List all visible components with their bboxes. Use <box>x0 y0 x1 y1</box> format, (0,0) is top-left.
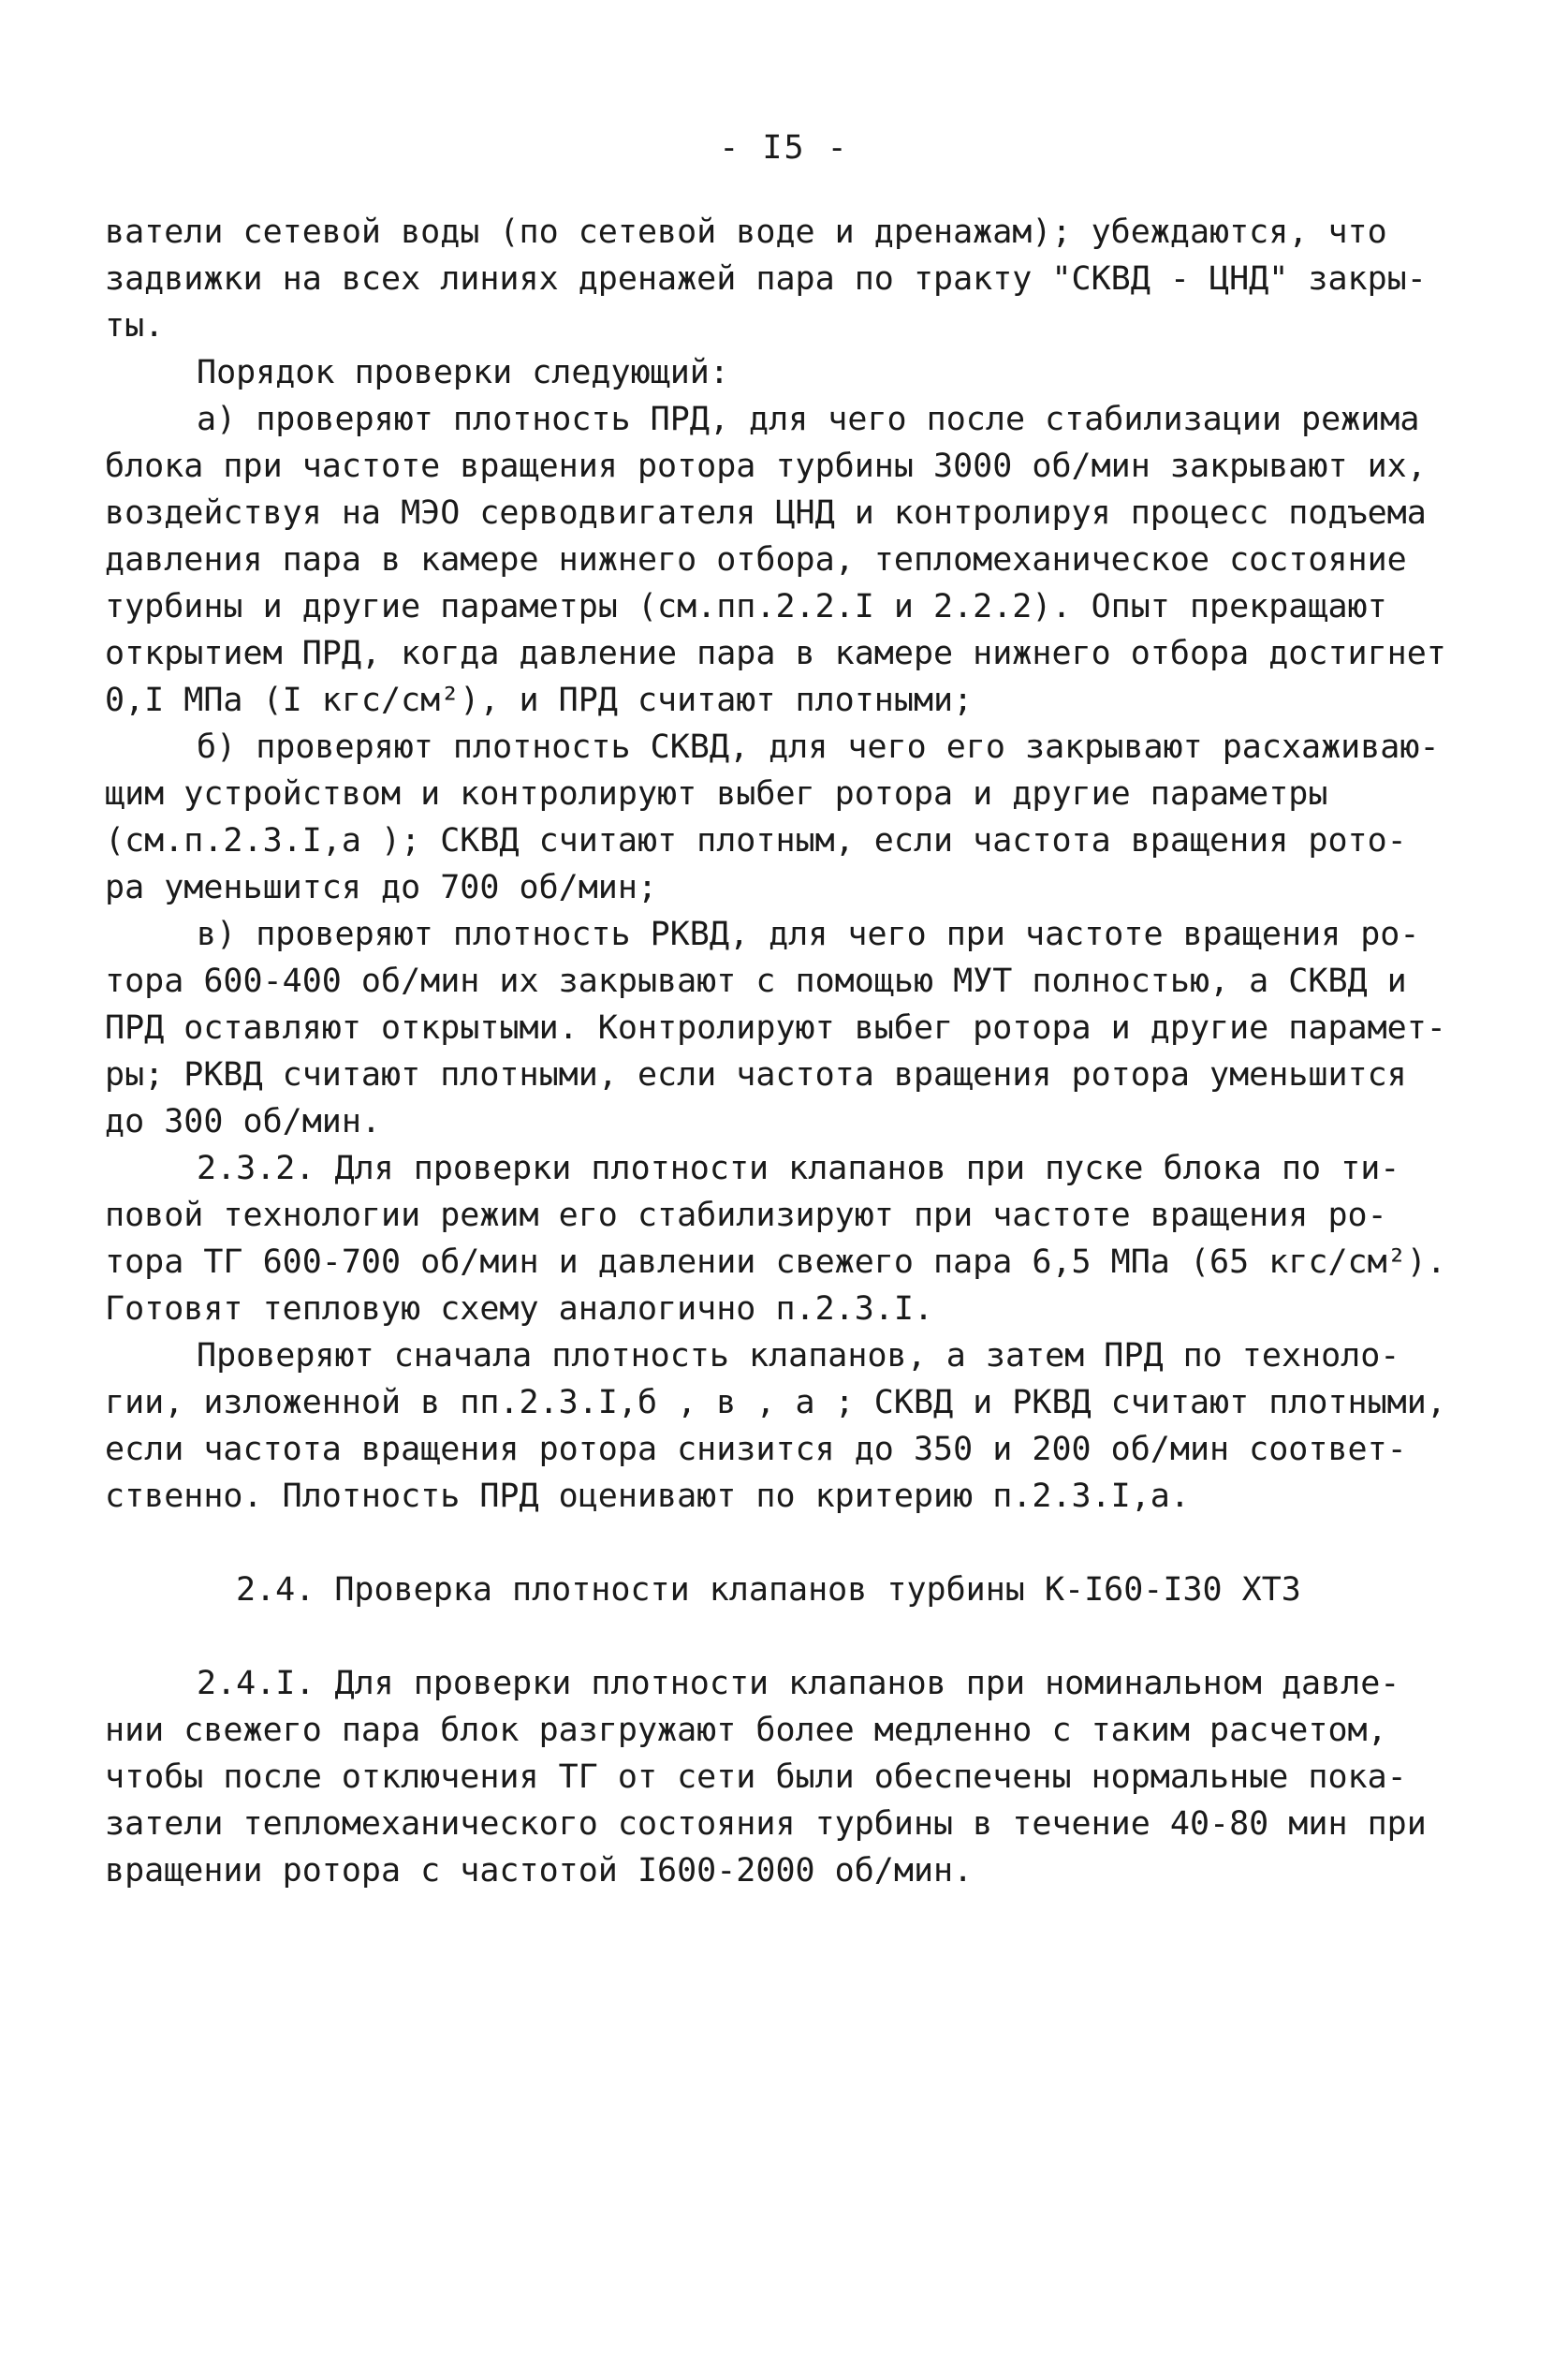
text-line: (см.п.2.3.I,а ); СКВД считают плотным, если частота вращения рото- <box>105 822 1407 860</box>
text-line: чтобы после отключения ТГ от сети были обеспечены нормальные пока- <box>105 1758 1407 1796</box>
text-line: гии, изложенной в пп.2.3.I,б , в , а ; СКВД и РКВД считают плотными, <box>105 1384 1446 1421</box>
text-line: ры; РКВД считают плотными, если частота вращения ротора уменьшится <box>105 1056 1407 1094</box>
text-line: задвижки на всех линиях дренажей пара по тракту "СКВД - ЦНД" закры- <box>105 260 1427 298</box>
text-line: ватели сетевой воды (по сетевой воде и дренажам); убеждаются, что <box>105 213 1387 251</box>
text-line: тора ТГ 600-700 об/мин и давлении свежего пара 6,5 МПа (65 кгс/см²). <box>105 1243 1446 1281</box>
text-line: ПРД оставляют открытыми. Контролируют выбег ротора и другие парамет- <box>105 1009 1446 1047</box>
text-line: ра уменьшится до 700 об/мин; <box>105 869 658 906</box>
text-line: Проверяют сначала плотность клапанов, а затем ПРД по техноло- <box>197 1337 1400 1375</box>
text-line: открытием ПРД, когда давление пара в камере нижнего отбора достигнет <box>105 635 1446 672</box>
text-line: до 300 об/мин. <box>105 1103 382 1140</box>
text-line: ты. <box>105 307 165 345</box>
text-line: 0,I МПа (I кгс/см²), и ПРД считают плотными; <box>105 682 974 719</box>
text-line: Порядок проверки следующий: <box>197 354 729 391</box>
text-line: б) проверяют плотность СКВД, для чего его закрывают расхаживаю- <box>197 728 1440 766</box>
text-line: если частота вращения ротора снизится до 350 и 200 об/мин соответ- <box>105 1431 1407 1468</box>
text-line: 2.3.2. Для проверки плотности клапанов при пуске блока по ти- <box>197 1150 1400 1187</box>
text-line: вращении ротора с частотой I600-2000 об/мин. <box>105 1852 974 1890</box>
text-line: ственно. Плотность ПРД оценивают по критерию п.2.3.I,а. <box>105 1478 1190 1515</box>
page-number: - I5 - <box>719 129 849 167</box>
text-line: нии свежего пара блок разгружают более медленно с таким расчетом, <box>105 1712 1387 1749</box>
text-line: воздействуя на МЭО серводвигателя ЦНД и контролируя процесс подъема <box>105 494 1427 532</box>
section-heading: 2.4. Проверка плотности клапанов турбины К-I60-I30 ХТЗ <box>236 1571 1301 1609</box>
text-line: блока при частоте вращения ротора турбины 3000 об/мин закрывают их, <box>105 448 1427 485</box>
text-line: турбины и другие параметры (см.пп.2.2.I и 2.2.2). Опыт прекращают <box>105 588 1387 625</box>
text-line: а) проверяют плотность ПРД, для чего после стабилизации режима <box>197 401 1420 438</box>
text-line: повой технологии режим его стабилизируют при частоте вращения ро- <box>105 1197 1387 1234</box>
text-line: щим устройством и контролируют выбег ротора и другие параметры <box>105 775 1328 813</box>
text-line: 2.4.I. Для проверки плотности клапанов при номинальном давле- <box>197 1665 1400 1702</box>
text-line: тора 600-400 об/мин их закрывают с помощью МУТ полностью, а СКВД и <box>105 963 1407 1000</box>
text-line: в) проверяют плотность РКВД, для чего при частоте вращения ро- <box>197 916 1420 953</box>
text-line: давления пара в камере нижнего отбора, тепломеханическое состояние <box>105 541 1407 579</box>
text-line: Готовят тепловую схему аналогично п.2.3.I. <box>105 1290 934 1328</box>
text-line: затели тепломеханического состояния турбины в течение 40-80 мин при <box>105 1805 1427 1843</box>
